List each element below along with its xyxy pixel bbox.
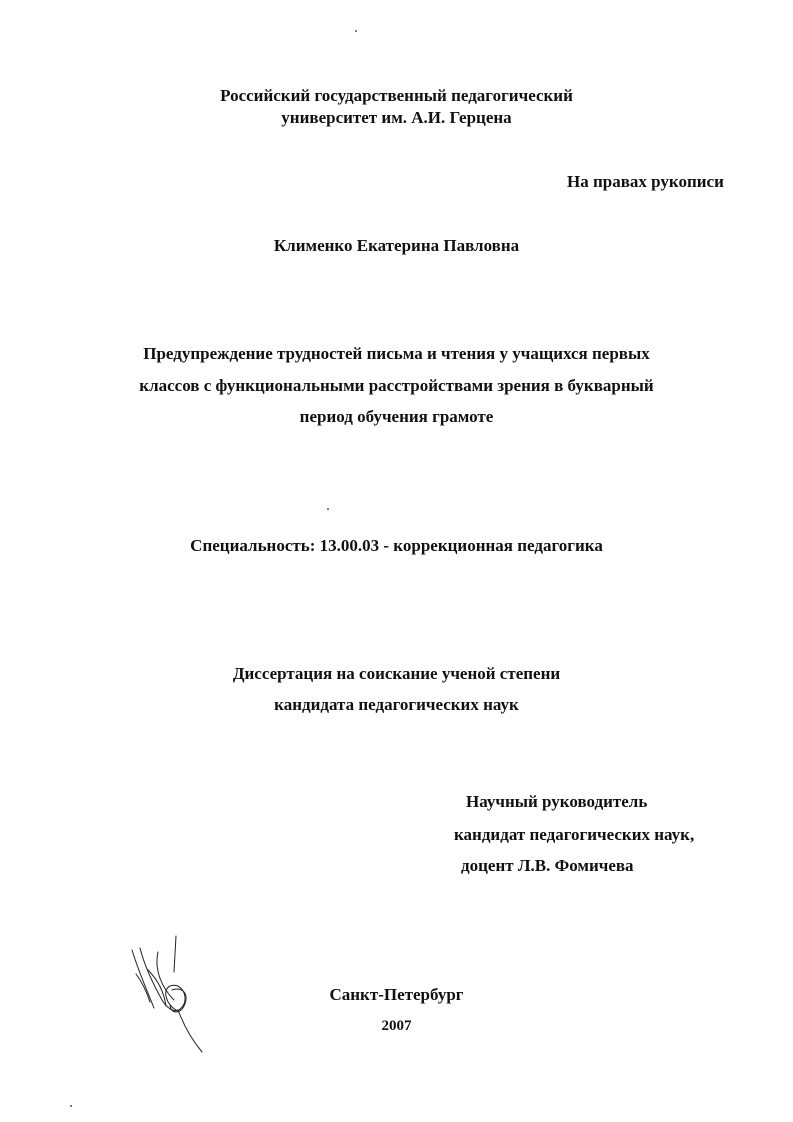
title-line-2: классов с функциональными расстройствами зрения в букварный	[139, 376, 654, 395]
degree-line-1: Диссертация на соискание ученой степени	[232, 664, 561, 683]
city: Санкт-Петербург	[329, 985, 464, 1004]
scan-speck	[70, 1105, 72, 1107]
degree-line-2: кандидата педагогических наук	[274, 695, 519, 714]
title-line-1: Предупреждение трудностей письма и чтения у учащихся первых	[143, 344, 650, 363]
author-name: Клименко Екатерина Павловна	[273, 236, 520, 255]
scan-speck	[355, 30, 357, 32]
supervisor-degree: кандидат педагогических наук,	[454, 825, 695, 844]
year: 2007	[381, 1018, 412, 1034]
supervisor-name: доцент Л.В. Фомичева	[461, 856, 634, 875]
title-line-3: период обучения грамоте	[299, 407, 494, 426]
specialty: Специальность: 13.00.03 - коррекционная педагогика	[190, 536, 603, 555]
manuscript-note: На правах рукописи	[567, 172, 724, 191]
institution-line-1: Российский государственный педагогический	[220, 86, 573, 105]
institution-line-2: университет им. А.И. Герцена	[281, 108, 512, 127]
scan-speck	[327, 508, 329, 510]
supervisor-heading: Научный руководитель	[466, 792, 648, 811]
